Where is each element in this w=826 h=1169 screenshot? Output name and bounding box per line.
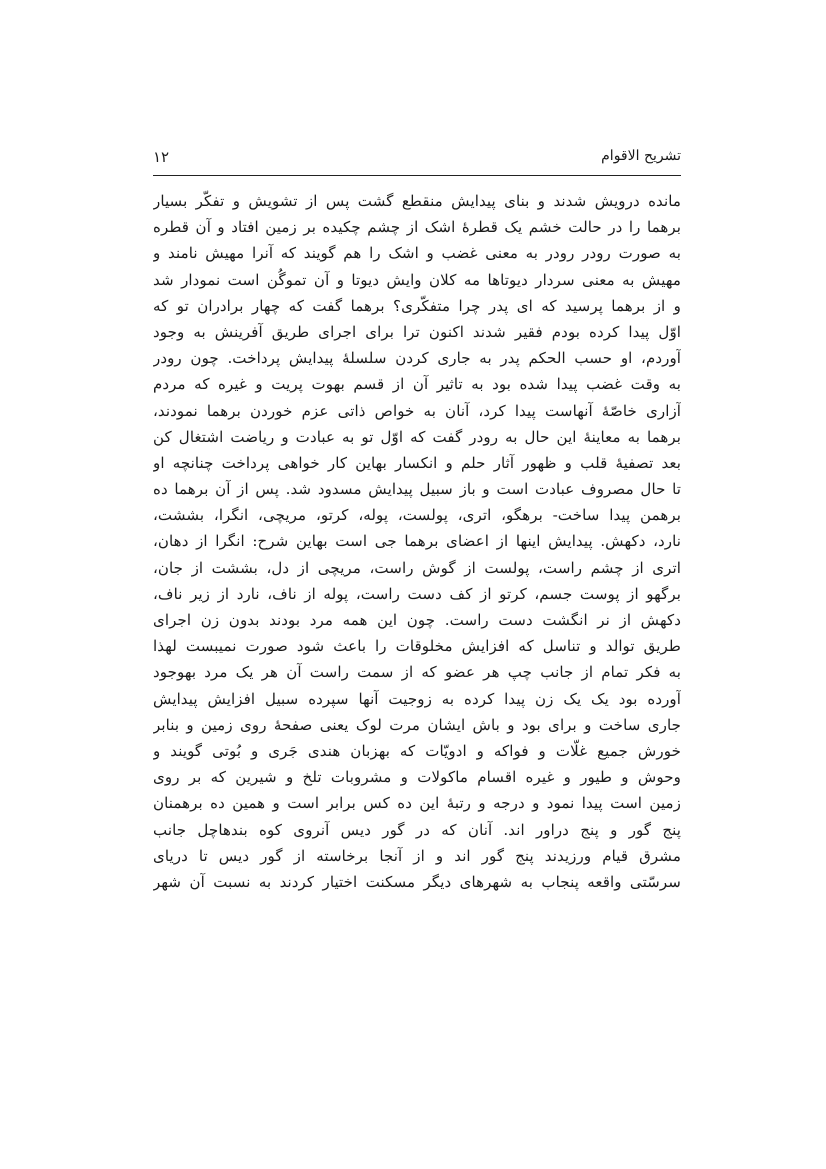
text-line: نارد، دکهش. پیدایش اینها از اعضای برهما جی است بهاین شرح: انگرا از دهان،: [153, 532, 681, 551]
text-line: پنج گور و پنج دراور اند. آنان که در گور دیس آنروی کوه بندهاچل جانب: [153, 820, 681, 839]
text-line: آورده بود یک یک زن پیدا کرده به زوجیت آنها سپرده سبیل افزایش پیدایش: [153, 689, 681, 708]
text-line: طریق توالد و تناسل که افزایش مخلوقات را باعث شود صورت نمیبست لهذا: [153, 637, 681, 656]
header-rule: [153, 175, 681, 176]
text-line: به وقت غضب پیدا شده بود به تاثیر آن از قسم بهوت پریت و غیره که مردم: [153, 375, 681, 394]
text-line: آزاری خاصّهٔ آنهاست پیدا کرد، آنان به خواص ذاتی عزم خوردن برهما نمودند،: [153, 401, 681, 420]
text-line: دکهش از نر انگشت دست راست. چون این همه مرد بودند بدون زن اجرای: [153, 611, 681, 629]
text-line: جاری ساخت و برای بود و باش ایشان مرت لوک یعنی صفحهٔ روی زمین و بنابر: [153, 715, 681, 734]
text-line: و از برهما پرسید که ای پدر چرا متفکّری؟ برهما گفت که چهار برادران تو که: [153, 296, 681, 315]
text-line: مهیش به معنی سردار دیوتاها مه کلان وایش دیوتا و آن تموگُن است نمودار شد: [153, 270, 681, 289]
body-text: [153, 188, 681, 895]
text-line: برهمن پیدا ساخت- برهگو، اتری، پولست، پوله، کرتو، مریچی، انگرا، بششت،: [153, 506, 681, 525]
text-line: زمین است پیدا نمود و درجه و رتبهٔ این ده کس برابر است و همین ده برهمنان: [153, 794, 681, 813]
text-line: مشرق قیام ورزیدند پنج گور اند و از آنجا برخاسته از گور دیس تا دریای: [153, 846, 681, 865]
text-line: مانده درویش شدند و بنای پیدایش منقطع گشت پس از تشویش و تفکّر بسیار: [153, 192, 681, 210]
text-line: بعد تصفیهٔ قلب و ظهور آثار حلم و انکسار بهاین کار خواهی پرداخت چنانچه او: [153, 453, 681, 472]
text-line: اوّل پیدا کرده بودم فقیر شدند اکنون ترا برای اجرای طریق آفرینش به وجود: [153, 322, 681, 341]
running-title: تشریح الاقوام: [601, 148, 681, 164]
text-line: خورش جمیع غلّات و فواکه و ادویّات که بهزبان هندی جَری و بُوتی گویند و: [153, 741, 681, 760]
text-line: برگهو از پوست جسم، کرتو از کف دست راست، پوله از ناف، نارد از زیر ناف،: [153, 584, 681, 603]
text-line: به صورت رودر رودر به معنی غضب و اشک را هم گویند که آنرا مهیش نامند و: [153, 244, 681, 263]
running-header: [153, 148, 681, 172]
page-number: ۱۲: [153, 148, 170, 166]
text-line: اتری از چشم راست، پولست از گوش راست، مریچی از دل، بششت از جان،: [153, 558, 681, 577]
text-line: برهما به معاینهٔ این حال به رودر گفت که اوّل تو به عبادت و ریاضت اشتغال کن: [153, 427, 681, 446]
text-line: به فکر تمام از جانب چپ هر عضو که از سمت راست آن هر یک مرد بهوجود: [153, 663, 681, 682]
text-line: سرسّتی واقعه پنجاب به شهرهای دیگر مسکنت اختیار کردند به نسبت آن شهر: [153, 872, 681, 891]
text-line: وحوش و طیور و غیره اقسام ماکولات و مشروبات تلخ و شیرین که بر روی: [153, 768, 681, 787]
text-line: آوردم، او حسب الحکم پدر به جاری کردن سلسلهٔ پیدایش پرداخت. چون رودر: [153, 349, 681, 368]
text-line: تا حال مصروف عبادت است و باز سبیل پیدایش مسدود شد. پس از آن برهما ده: [153, 480, 681, 499]
text-line: برهما را در حالت خشم یک قطرهٔ اشک از چشم چکیده بر زمین افتاد و آن قطره: [153, 218, 681, 237]
